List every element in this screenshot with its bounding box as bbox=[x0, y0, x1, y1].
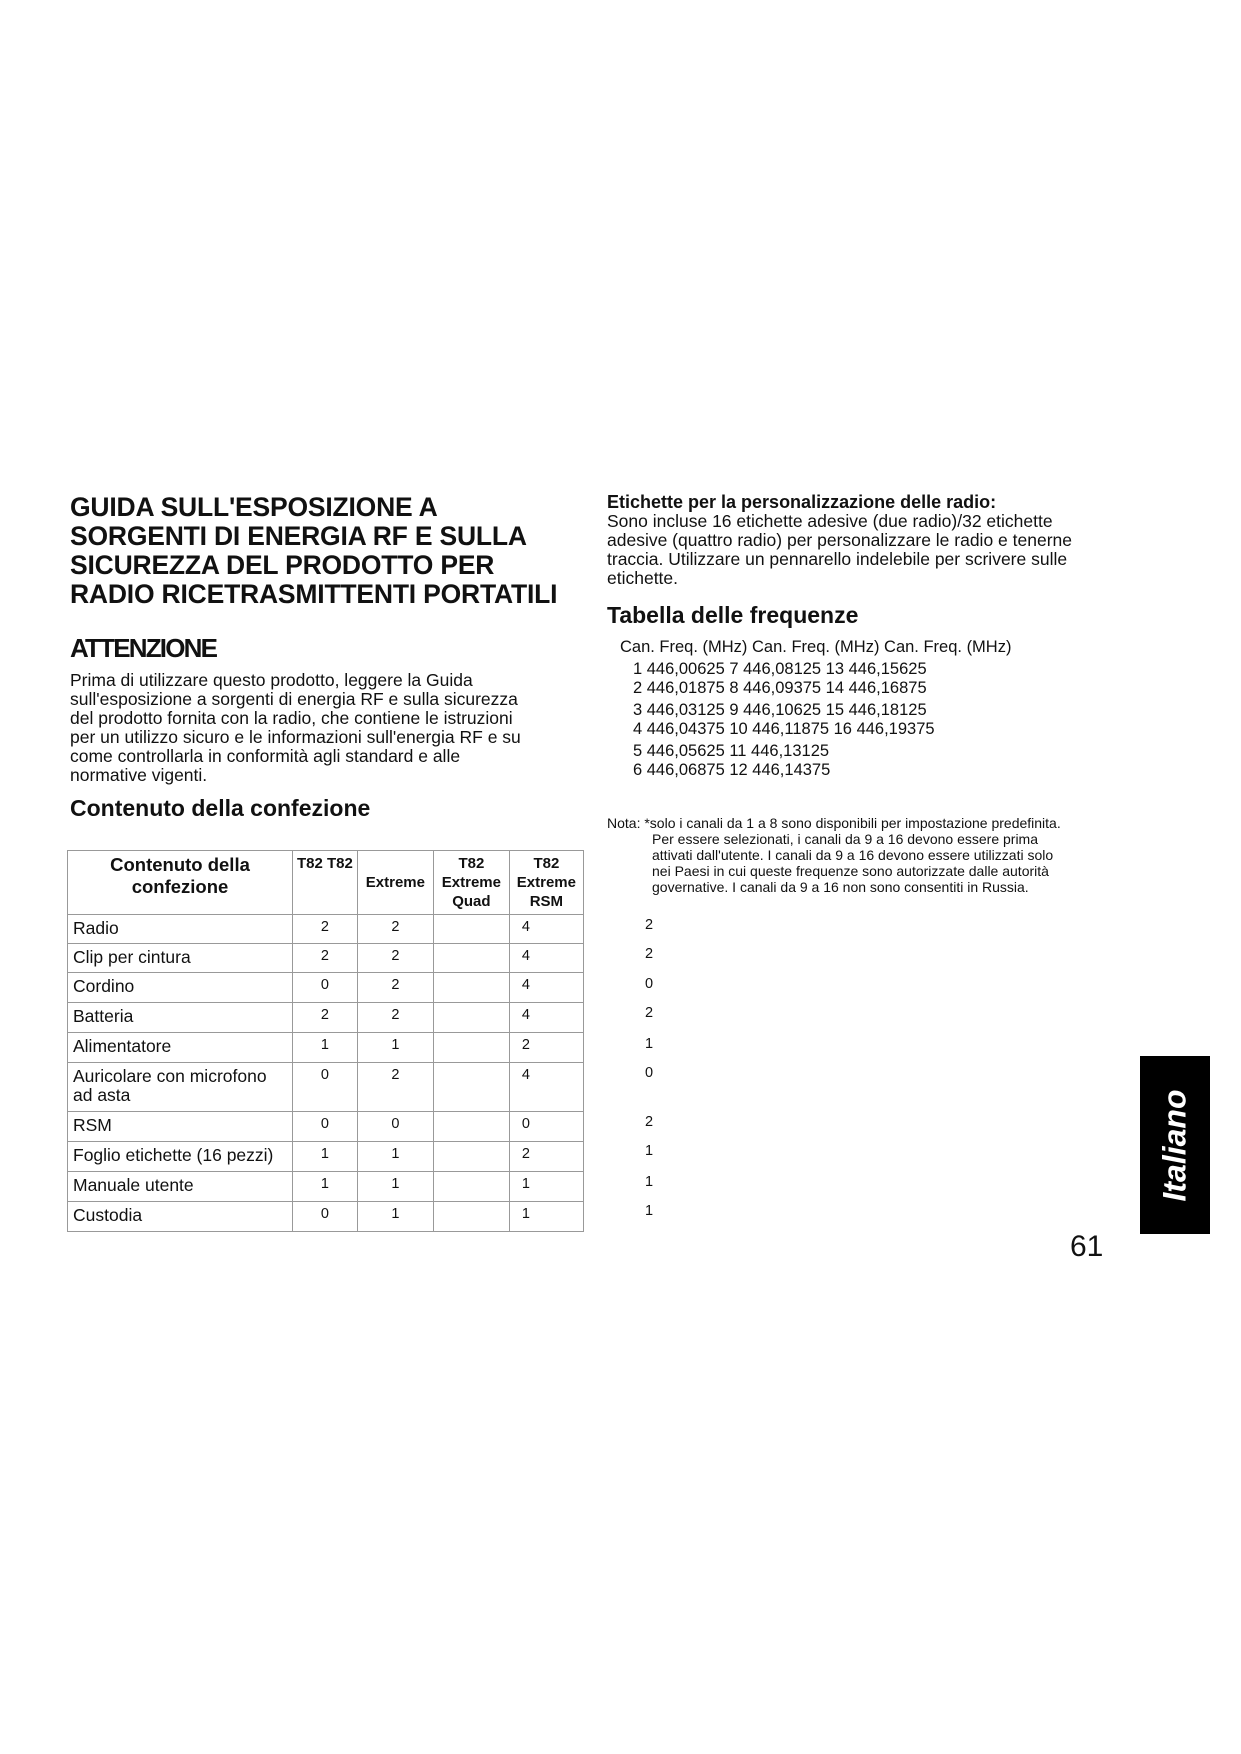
note-line: nei Paesi in cui queste frequenze sono autorizzate dalle autorità bbox=[652, 863, 1049, 879]
row-value: 4 bbox=[509, 1003, 583, 1033]
extra-value: 1 bbox=[645, 1036, 654, 1052]
row-value: 1 bbox=[293, 1172, 358, 1202]
header-line: Contenuto della bbox=[110, 854, 250, 875]
header-line: T82 bbox=[533, 855, 560, 872]
table-header-t82: T82 T82 bbox=[293, 851, 358, 915]
frequency-row: 6 446,06875 12 446,14375 bbox=[633, 761, 831, 779]
table-row bbox=[68, 1033, 584, 1063]
table-header-extreme: Extreme bbox=[357, 851, 433, 915]
frequency-row: 4 446,04375 10 446,11875 16 446,19375 bbox=[633, 720, 935, 738]
header-line: Extreme bbox=[516, 874, 576, 891]
page-number: 61 bbox=[1070, 1230, 1104, 1263]
row-item: Clip per cintura bbox=[68, 944, 293, 973]
contents-title: Contenuto della confezione bbox=[70, 795, 371, 821]
warning-line: del prodotto fornita con la radio, che contiene le istruzioni bbox=[70, 708, 513, 728]
extra-value: 2 bbox=[645, 1114, 654, 1130]
labels-line: adesive (quattro radio) per personalizzare le radio e tenerne bbox=[607, 530, 1072, 550]
extra-value: 0 bbox=[645, 1065, 654, 1081]
table-header-item bbox=[68, 851, 293, 915]
row-value: 2 bbox=[509, 1033, 583, 1063]
labels-paragraph bbox=[607, 512, 1127, 588]
row-value: 2 bbox=[293, 915, 358, 944]
row-value: 1 bbox=[509, 1172, 583, 1202]
row-value: 1 bbox=[509, 1202, 583, 1232]
row-value: 2 bbox=[357, 973, 433, 1003]
main-title bbox=[70, 493, 610, 609]
row-item: RSM bbox=[68, 1112, 293, 1142]
warning-paragraph bbox=[70, 671, 590, 785]
row-value bbox=[433, 915, 509, 944]
frequency-row: 3 446,03125 9 446,10625 15 446,18125 bbox=[633, 701, 927, 719]
row-value: 2 bbox=[509, 1142, 583, 1172]
row-value: 2 bbox=[293, 944, 358, 973]
extra-value: 1 bbox=[645, 1174, 654, 1190]
frequency-row: 5 446,05625 11 446,13125 bbox=[633, 742, 830, 760]
row-value: 0 bbox=[509, 1112, 583, 1142]
row-value: 2 bbox=[357, 1063, 433, 1112]
extra-value: 1 bbox=[645, 1203, 654, 1219]
row-value: 0 bbox=[293, 1202, 358, 1232]
row-value: 0 bbox=[293, 1063, 358, 1112]
extra-value: 0 bbox=[645, 976, 654, 992]
table-row bbox=[68, 1063, 584, 1112]
row-value: 2 bbox=[357, 1003, 433, 1033]
row-value: 2 bbox=[357, 944, 433, 973]
row-value bbox=[433, 1172, 509, 1202]
main-title-line: GUIDA SULL'ESPOSIZIONE A bbox=[70, 492, 438, 522]
table-row bbox=[68, 1202, 584, 1232]
table-row bbox=[68, 1172, 584, 1202]
language-tab-label: Italiano bbox=[1156, 1088, 1193, 1202]
warning-line: sull'esposizione a sorgenti di energia RF e sulla sicurezza bbox=[70, 689, 518, 709]
row-value bbox=[433, 1112, 509, 1142]
frequency-row: 2 446,01875 8 446,09375 14 446,16875 bbox=[633, 679, 927, 697]
language-tab bbox=[1140, 1056, 1210, 1234]
table-row bbox=[68, 1112, 584, 1142]
row-value: 1 bbox=[357, 1172, 433, 1202]
row-value: 1 bbox=[357, 1202, 433, 1232]
header-line: Extreme bbox=[441, 874, 501, 891]
channel-note bbox=[607, 815, 1127, 895]
extra-value: 2 bbox=[645, 1005, 654, 1021]
warning-line: per un utilizzo sicuro e le informazioni sull'energia RF e su bbox=[70, 727, 521, 747]
row-item: Foglio etichette (16 pezzi) bbox=[68, 1142, 293, 1172]
labels-line: etichette. bbox=[607, 568, 679, 588]
warning-line: come controllarla in conformità agli standard e alle bbox=[70, 746, 461, 766]
row-item: Batteria bbox=[68, 1003, 293, 1033]
row-value bbox=[433, 1003, 509, 1033]
table-header-extreme-quad bbox=[433, 851, 509, 915]
row-value: 1 bbox=[357, 1033, 433, 1063]
row-value: 1 bbox=[293, 1142, 358, 1172]
header-line: T82 bbox=[458, 855, 485, 872]
extra-value: 2 bbox=[645, 946, 654, 962]
row-value: 4 bbox=[509, 915, 583, 944]
row-value: 0 bbox=[293, 973, 358, 1003]
contents-table bbox=[67, 850, 584, 1232]
row-value: 0 bbox=[293, 1112, 358, 1142]
frequency-table-title: Tabella delle frequenze bbox=[607, 602, 859, 628]
row-value: 2 bbox=[357, 915, 433, 944]
row-value: 1 bbox=[357, 1142, 433, 1172]
note-line: attivati dall'utente. I canali da 9 a 16 devono essere utilizzati solo bbox=[652, 847, 1054, 863]
labels-title: Etichette per la personalizzazione delle radio: bbox=[607, 492, 997, 512]
row-value: 4 bbox=[509, 944, 583, 973]
row-value: 4 bbox=[509, 973, 583, 1003]
row-item: Alimentatore bbox=[68, 1033, 293, 1063]
main-title-line: RADIO RICETRASMITTENTI PORTATILI bbox=[70, 579, 558, 609]
row-value: 4 bbox=[509, 1063, 583, 1112]
warning-title: ATTENZIONE bbox=[70, 633, 217, 663]
table-row bbox=[68, 1003, 584, 1033]
labels-line: traccia. Utilizzare un pennarello indelebile per scrivere sulle bbox=[607, 549, 1068, 569]
row-value bbox=[433, 1033, 509, 1063]
extra-value: 1 bbox=[645, 1143, 654, 1159]
table-row bbox=[68, 973, 584, 1003]
extra-value: 2 bbox=[645, 917, 654, 933]
table-row bbox=[68, 1142, 584, 1172]
note-line: Per essere selezionati, i canali da 9 a 16 devono essere prima bbox=[652, 831, 1038, 847]
row-value bbox=[433, 944, 509, 973]
row-item: Manuale utente bbox=[68, 1172, 293, 1202]
main-title-line: SORGENTI DI ENERGIA RF E SULLA bbox=[70, 521, 527, 551]
frequency-row: 1 446,00625 7 446,08125 13 446,15625 bbox=[633, 660, 927, 678]
main-title-line: SICUREZZA DEL PRODOTTO PER bbox=[70, 550, 495, 580]
table-row bbox=[68, 944, 584, 973]
row-value: 0 bbox=[357, 1112, 433, 1142]
row-item: Custodia bbox=[68, 1202, 293, 1232]
table-row bbox=[68, 915, 584, 944]
note-line: Nota: *solo i canali da 1 a 8 sono disponibili per impostazione predefinita. bbox=[607, 815, 1061, 831]
note-line: governative. I canali da 9 a 16 non sono consentiti in Russia. bbox=[652, 879, 1029, 895]
row-value: 1 bbox=[293, 1033, 358, 1063]
frequency-table-header: Can. Freq. (MHz) Can. Freq. (MHz) Can. Freq. (MHz) bbox=[620, 638, 1012, 656]
row-value: 2 bbox=[293, 1003, 358, 1033]
row-item: Radio bbox=[68, 915, 293, 944]
row-item: Cordino bbox=[68, 973, 293, 1003]
table-header-extreme-rsm bbox=[509, 851, 583, 915]
row-value bbox=[433, 1063, 509, 1112]
labels-line: Sono incluse 16 etichette adesive (due radio)/32 etichette bbox=[607, 511, 1053, 531]
header-line: RSM bbox=[529, 893, 564, 910]
row-value bbox=[433, 973, 509, 1003]
warning-line: normative vigenti. bbox=[70, 765, 208, 785]
header-line: confezione bbox=[131, 876, 229, 897]
header-line: Quad bbox=[452, 893, 491, 910]
row-item: Auricolare con microfono ad asta bbox=[68, 1063, 293, 1112]
warning-line: Prima di utilizzare questo prodotto, leggere la Guida bbox=[70, 670, 473, 690]
row-value bbox=[433, 1142, 509, 1172]
row-value bbox=[433, 1202, 509, 1232]
